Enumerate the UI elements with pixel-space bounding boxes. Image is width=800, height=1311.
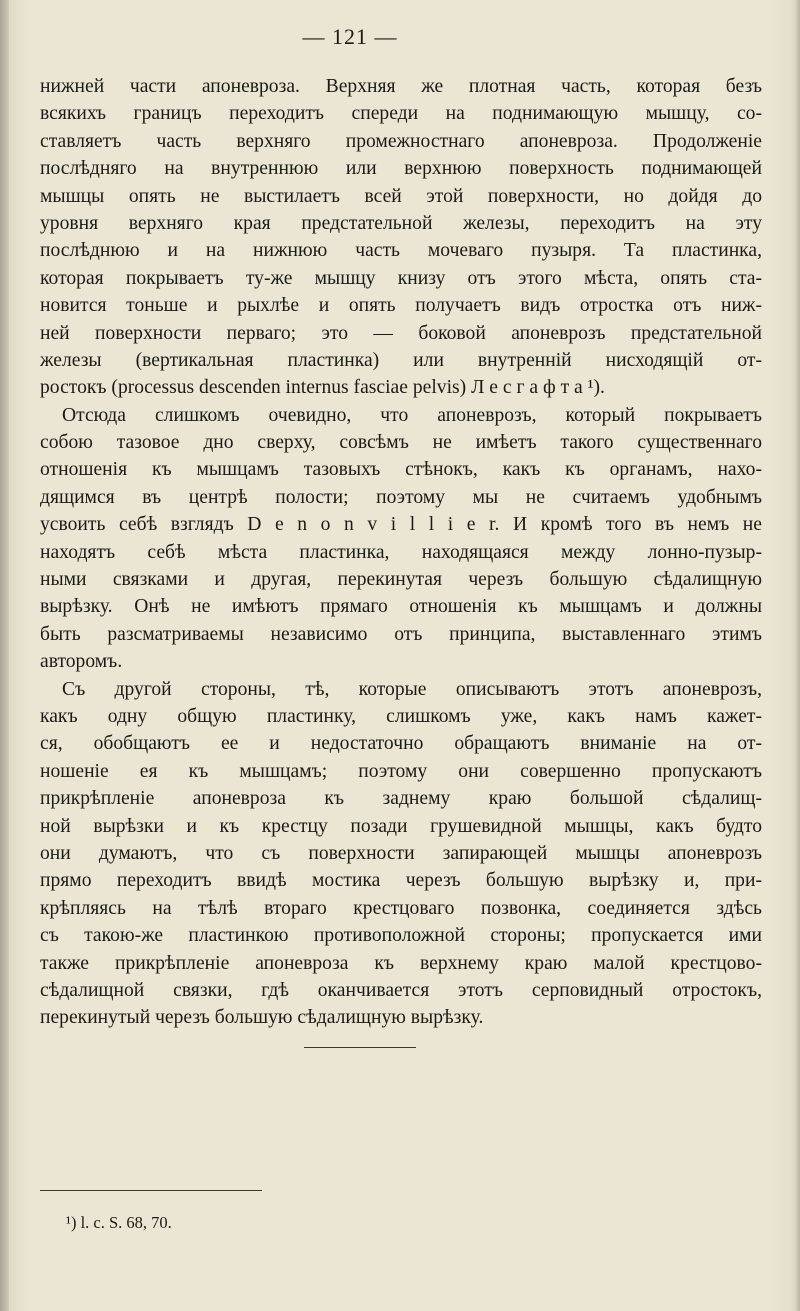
- text-line: всякихъ границъ переходитъ спереди на поднимающую мышцу, со-: [40, 103, 762, 125]
- text-line: Отсюда слишкомъ очевидно, что апоневрозъ, который покрываетъ: [62, 404, 762, 426]
- page-right-edge: [795, 0, 800, 1311]
- text-line: какъ одну общую пластинку, слишкомъ уже, какъ намъ кажет-: [40, 705, 762, 727]
- text-line: усвоить себѣ взглядъ D e n o n v i l l i e r. И кромѣ того въ немъ не: [40, 514, 762, 536]
- text-line: послѣднюю и на нижнюю часть мочеваго пузыря. Та пластинка,: [40, 240, 762, 262]
- text-line: ней поверхности перваго; это — боковой апоневрозъ предстательной: [40, 322, 762, 344]
- text-line: ся, обобщаютъ ее и недостаточно обращаютъ вниманіе на от-: [40, 733, 762, 755]
- text-line: собою тазовое дно сверху, совсѣмъ не имѣетъ такого существеннаго: [40, 432, 762, 454]
- text-line: находятъ себѣ мѣста пластинка, находящаяся между лонно-пузыр-: [40, 541, 762, 563]
- text-line: ношеніе ея къ мышцамъ; поэтому они совершенно пропускаютъ: [40, 760, 762, 782]
- text-line: ными связками и другая, перекинутая черезъ большую сѣдалищную: [40, 569, 762, 591]
- text-line: они думаютъ, что съ поверхности запирающей мышцы апоневрозъ: [40, 842, 762, 864]
- text-line: также прикрѣпленіе апоневроза къ верхнему краю малой крестцово-: [40, 952, 762, 974]
- text-line: ростокъ (processus descenden internus fasciae pelvis) Л е с г а ф т а ¹).: [40, 377, 605, 399]
- footnote-divider: [40, 1190, 262, 1191]
- page-number: — 121 —: [302, 24, 398, 49]
- text-line: крѣпляясь на тѣлѣ втораго крестцоваго позвонка, соединяется здѣсь: [40, 897, 762, 919]
- text-line: вырѣзку. Онѣ не имѣютъ прямаго отношенія къ мышцамъ и должны: [40, 596, 762, 618]
- page-left-edge: [0, 0, 9, 1311]
- text-line: отношенія къ мышцамъ тазовыхъ стѣнокъ, какъ къ органамъ, нахо-: [40, 459, 762, 481]
- text-line: послѣдняго на внутреннюю или верхнюю поверхность поднимающей: [40, 158, 762, 180]
- text-line: съ такою-же пластинкою противоположной стороны; пропускается ими: [40, 925, 762, 947]
- text-line: прикрѣпленіе апоневроза къ заднему краю большой сѣдалищ-: [40, 788, 762, 810]
- text-line: авторомъ.: [40, 651, 123, 673]
- footnote: ¹) l. c. S. 68, 70.: [66, 1213, 172, 1232]
- text-line: прямо переходитъ ввидѣ мостика черезъ большую вырѣзку и, при-: [40, 870, 762, 892]
- text-line: нижней части апоневроза. Верхняя же плотная часть, которая безъ: [40, 76, 762, 97]
- text-line: Съ другой стороны, тѣ, которые описываютъ этотъ апоневрозъ,: [62, 678, 762, 700]
- text-line: новится тоньше и рыхлѣе и опять получаетъ видъ отростка отъ ниж-: [40, 295, 762, 317]
- text-line: ставляетъ часть верхняго промежностнаго апоневроза. Продолженіе: [40, 130, 762, 152]
- text-line: железы (вертикальная пластинка) или внутренній нисходящій от-: [40, 349, 762, 371]
- text-line: ной вырѣзки и къ крестцу позади грушевидной мышцы, какъ будто: [40, 815, 762, 837]
- text-line: перекинутый черезъ большую сѣдалищную вырѣзку.: [40, 1007, 484, 1029]
- text-line: уровня верхняго края предстательной железы, переходитъ на эту: [40, 212, 762, 234]
- text-line: сѣдалищной связки, гдѣ оканчивается этотъ серповидный отростокъ,: [40, 979, 762, 1001]
- body-text: [40, 73, 762, 1032]
- text-line: быть разсматриваемы независимо отъ принципа, выставленнаго этимъ: [40, 623, 762, 645]
- section-divider: [304, 1047, 416, 1048]
- text-line: которая покрываетъ ту-же мышцу книзу отъ этого мѣста, опять ста-: [40, 267, 762, 289]
- text-line: мышцы опять не выстилаетъ всей этой поверхности, но дойдя до: [40, 185, 762, 207]
- text-line: дящимся въ центрѣ полости; поэтому мы не считаемъ удобнымъ: [40, 486, 762, 508]
